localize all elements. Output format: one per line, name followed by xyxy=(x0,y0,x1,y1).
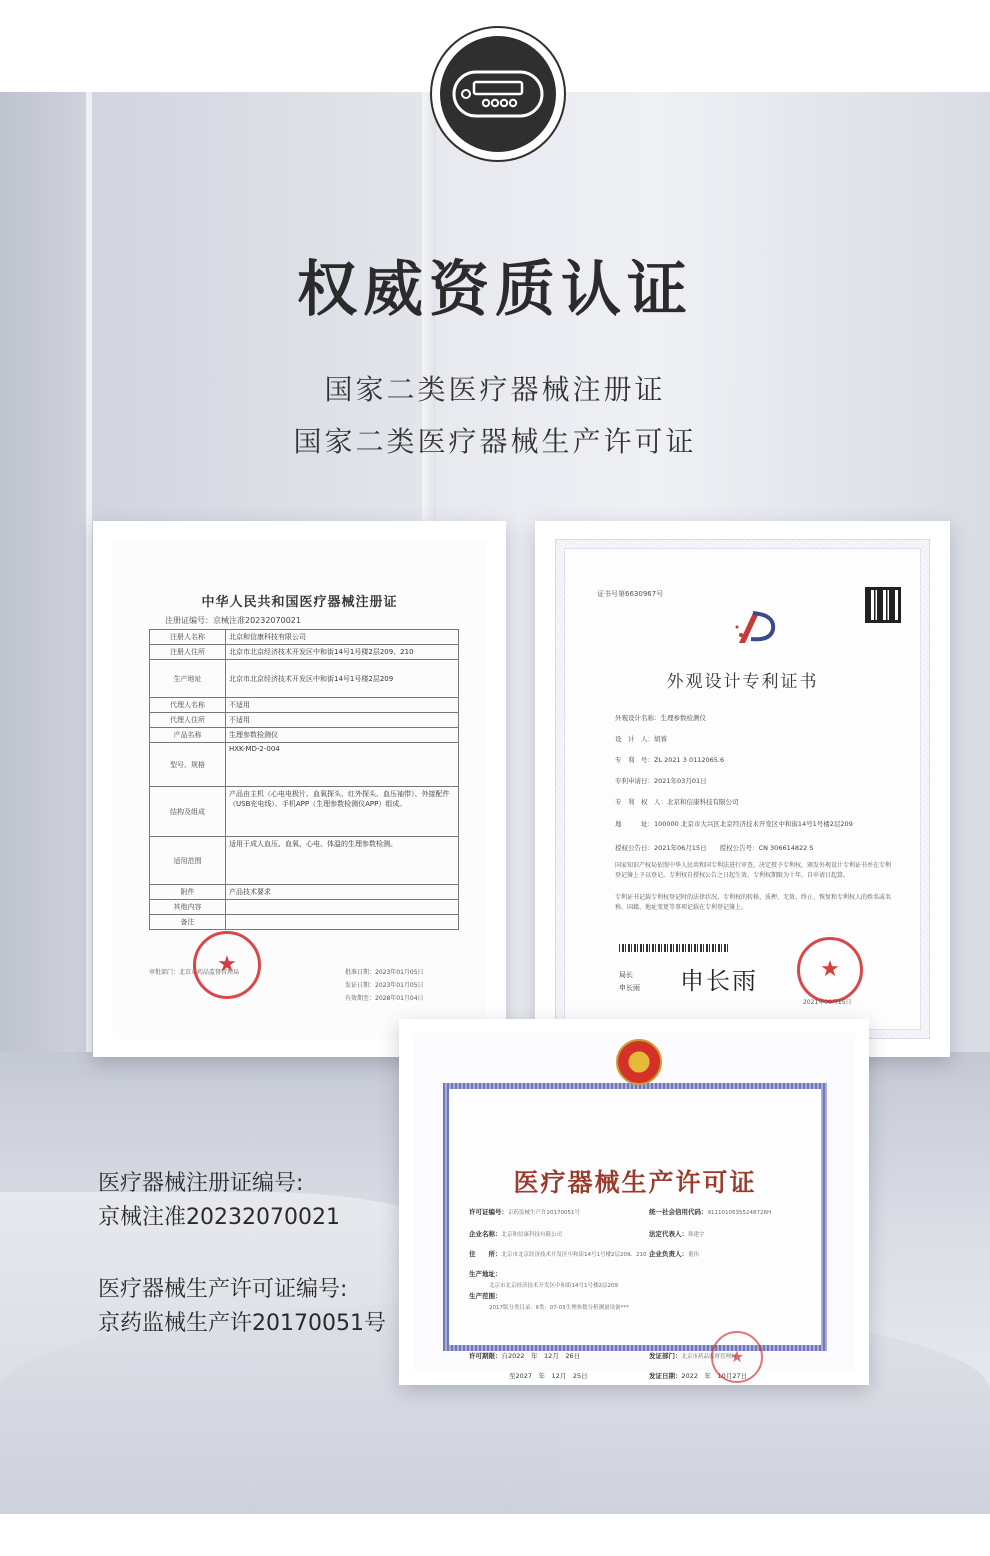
qr-code-icon xyxy=(865,587,901,623)
table-key: 备注 xyxy=(150,915,226,930)
license-label: 许可证编号： xyxy=(469,1208,508,1216)
license-label: 法定代表人： xyxy=(649,1230,688,1238)
table-value: 北京市北京经济技术开发区中和街14号1号楼2层209 xyxy=(226,660,459,698)
cert-approver: 审批部门：北京市药品监督管理局 xyxy=(149,969,240,976)
table-key: 结构及组成 xyxy=(150,787,226,837)
handwritten-signature: 申长雨 xyxy=(680,967,758,995)
registration-caption xyxy=(98,1167,340,1235)
table-value: 适用于成人血压、血氧、心电、体温的生理参数检测。 xyxy=(226,837,459,885)
license-value: 董伟 xyxy=(688,1252,700,1258)
license-label: 许可期限： xyxy=(469,1352,502,1360)
license-value: 2022 年 10月27日 xyxy=(681,1372,748,1380)
table-row xyxy=(150,743,459,787)
patent-row: 专 利 权 人：北京和信康科技有限公司 xyxy=(615,798,739,806)
license-row xyxy=(469,1207,580,1216)
patent-row: 专利申请日：2021年03月01日 xyxy=(615,777,707,785)
table-key: 型号、规格 xyxy=(150,743,226,787)
table-key: 生产地址 xyxy=(150,660,226,698)
license-value: 2017版分类目录：Ⅱ类：07-03生理参数分析测量设备*** xyxy=(489,1305,629,1311)
patent-office-logo-icon xyxy=(731,609,781,649)
red-seal-icon: ★ xyxy=(711,1331,763,1383)
patent-cert xyxy=(555,539,930,1039)
license-row xyxy=(469,1291,502,1300)
table-value: 不适用 xyxy=(226,698,459,713)
license-label: 发证日期： xyxy=(649,1372,682,1380)
table-key: 附件 xyxy=(150,885,226,900)
table-key: 其他内容 xyxy=(150,900,226,915)
license-label: 统一社会信用代码： xyxy=(649,1208,708,1216)
table-value xyxy=(226,900,459,915)
seal-date: 2021年06月15日 xyxy=(803,999,852,1006)
patent-row: 专 利 号：ZL 2021 3 0112065.6 xyxy=(615,756,725,764)
table-value xyxy=(226,915,459,930)
license-value: 韩建宇 xyxy=(688,1232,705,1238)
table-key: 适用范围 xyxy=(150,837,226,885)
license-label: 发证部门： xyxy=(649,1352,682,1360)
license-label: 住 所： xyxy=(469,1250,502,1258)
license-label: 生产范围： xyxy=(469,1292,502,1300)
table-row xyxy=(150,660,459,698)
cert-title: 中华人民共和国医疗器械注册证 xyxy=(201,595,398,610)
caption-label: 医疗器械生产许可证编号: xyxy=(98,1277,348,1302)
table-key: 注册人住所 xyxy=(150,645,226,660)
table-value: 产品由主机（心电电极片、血氧探头、红外探头、血压袖带）、外接配件（USB充电线）、手机APP（生理参数检测仪APP）组成。 xyxy=(226,787,459,837)
license-row xyxy=(489,1303,629,1311)
license-value: 北京市北京经济技术开发区中和街14号1号楼2层209、210 xyxy=(501,1252,647,1258)
patent-paragraph: 专利证书记载专利权登记时的法律状况。专利权的转移、质押、无效、终止、恢复和专利权人的姓名或名称、国籍、地址变更等事项记载在专利登记簿上。 xyxy=(615,894,892,911)
national-emblem-icon xyxy=(616,1039,662,1085)
license-value: 至2027 年 12月 25日 xyxy=(509,1372,588,1380)
license-value: 京药监械生产许20170051号 xyxy=(508,1210,580,1216)
table-row xyxy=(150,728,459,743)
cert-valid-date: 有效期至：2028年01月04日 xyxy=(345,995,424,1002)
table-row xyxy=(150,713,459,728)
license-row xyxy=(489,1281,618,1289)
patent-row: 授权公告日：2021年06月15日 授权公告号：CN 306614822 S xyxy=(615,844,814,852)
license-border xyxy=(443,1083,827,1380)
table-value: 不适用 xyxy=(226,713,459,728)
signer-name: 申长雨 xyxy=(619,983,640,992)
registration-cert xyxy=(113,539,486,1039)
table-row xyxy=(150,915,459,930)
license-title: 医疗器械生产许可证 xyxy=(513,1168,757,1197)
license-row xyxy=(649,1249,699,1258)
table-row xyxy=(150,645,459,660)
table-row xyxy=(150,787,459,837)
cert-approval-date: 批准日期：2023年01月05日 xyxy=(345,969,424,976)
cert-number: 注册证编号：京械注准20232070021 xyxy=(165,616,301,625)
table-row xyxy=(150,837,459,885)
license-value: 北京市北京经济技术开发区中和街14号1号楼2层209 xyxy=(489,1283,618,1289)
page-subtitle: 国家二类医疗器械注册证 xyxy=(324,373,666,406)
cert-issue-date: 发证日期：2023年01月05日 xyxy=(345,982,424,989)
production-license xyxy=(413,1033,855,1380)
table-key: 注册人名称 xyxy=(150,630,226,645)
license-label: 企业负责人： xyxy=(649,1250,688,1258)
patent-number: 证书号第6630967号 xyxy=(597,590,664,598)
license-label: 生产地址： xyxy=(469,1270,502,1278)
table-value: 产品技术要求 xyxy=(226,885,459,900)
table-row xyxy=(150,885,459,900)
patent-cert-inner xyxy=(564,548,921,1030)
license-row xyxy=(469,1351,580,1360)
license-row xyxy=(469,1229,562,1238)
caption-value: 京械注准20232070021 xyxy=(98,1205,340,1230)
red-seal-icon: ★ xyxy=(193,931,261,999)
table-row xyxy=(150,698,459,713)
page-title: 权威资质认证 xyxy=(297,255,693,325)
page-subtitle: 国家二类医疗器械生产许可证 xyxy=(293,425,697,458)
patent-row: 地 址：100000 北京市大兴区北京经济技术开发区中和街14号1号楼2层209 xyxy=(615,820,853,828)
barcode-icon xyxy=(619,944,729,952)
device-monitor-icon xyxy=(440,36,556,152)
patent-signer xyxy=(619,969,640,994)
table-value: 北京市北京经济技术开发区中和街14号1号楼2层209、210 xyxy=(226,645,459,660)
device-badge xyxy=(430,26,566,162)
license-label: 企业名称： xyxy=(469,1230,502,1238)
license-row xyxy=(469,1249,647,1258)
caption-value: 京药监械生产许20170051号 xyxy=(98,1311,386,1336)
license-row xyxy=(469,1269,502,1278)
license-value: 北京市药品监督管理局 xyxy=(681,1354,737,1360)
license-value: 91110105355248726H xyxy=(707,1210,772,1216)
license-caption xyxy=(98,1273,386,1341)
table-value: HXK-MD-2-004 xyxy=(226,743,459,787)
table-value: 北京和信康科技有限公司 xyxy=(226,630,459,645)
red-seal-icon: ★ xyxy=(797,937,863,1003)
caption-label: 医疗器械注册证编号: xyxy=(98,1171,304,1196)
table-key: 代理人住所 xyxy=(150,713,226,728)
license-row xyxy=(649,1207,771,1216)
license-value: 北京和信康科技有限公司 xyxy=(501,1232,563,1238)
patent-row: 外观设计名称：生理参数检测仪 xyxy=(615,714,706,722)
table-key: 代理人名称 xyxy=(150,698,226,713)
patent-title: 外观设计专利证书 xyxy=(666,672,819,692)
license-inner xyxy=(449,1089,821,1380)
patent-paragraph: 国家知识产权局依照中华人民共和国专利法进行审查，决定授予专利权，颁发外观设计专利证书并在专利登记簿上予以登记。专利权自授权公告之日起生效。专利权期限为十年，自申请日起算。 xyxy=(615,862,892,879)
table-value: 生理参数检测仪 xyxy=(226,728,459,743)
cert-table xyxy=(149,629,459,930)
patent-row: 设 计 人：胡蓉 xyxy=(615,735,667,743)
license-row xyxy=(649,1229,705,1238)
patent-cert-frame xyxy=(535,521,950,1057)
table-row xyxy=(150,630,459,645)
signer-title: 局长 xyxy=(619,971,633,979)
production-license-frame xyxy=(399,1019,869,1385)
license-value: 自2022 年 12月 26日 xyxy=(501,1352,581,1360)
license-row xyxy=(509,1371,588,1380)
registration-cert-frame xyxy=(93,521,506,1057)
table-key: 产品名称 xyxy=(150,728,226,743)
table-row xyxy=(150,900,459,915)
